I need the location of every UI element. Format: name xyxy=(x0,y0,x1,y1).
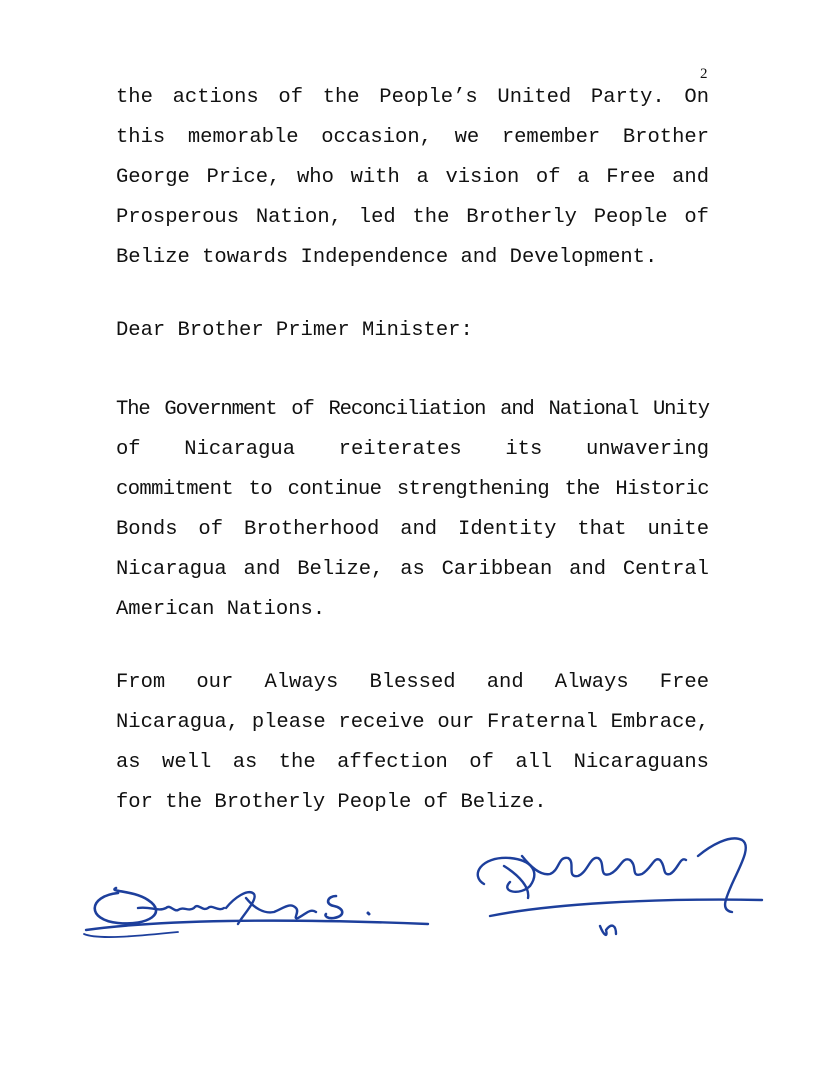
handwritten-signature-right xyxy=(470,826,770,946)
paragraph-closing-remarks xyxy=(116,78,709,278)
text-line: of Nicaragua reiterates its unwavering xyxy=(116,438,709,461)
text-line: Dear Brother Primer Minister: xyxy=(116,319,473,342)
text-line: Belize towards Independence and Development. xyxy=(116,246,658,269)
text-line: From our Always Blessed and Always Free xyxy=(116,671,709,694)
signature-stroke xyxy=(698,838,746,912)
text-line: Nicaragua, please receive our Fraternal Embrace, xyxy=(116,711,709,734)
salutation xyxy=(116,311,709,351)
signature-stroke xyxy=(504,856,686,898)
text-line: Nicaragua and Belize, as Caribbean and Central xyxy=(116,558,709,581)
signature-stroke xyxy=(600,926,616,935)
text-line: commitment to continue strengthening the Historic xyxy=(116,478,709,501)
page-number: 2 xyxy=(700,66,708,82)
paragraph-commitment xyxy=(116,390,709,630)
signature-stroke xyxy=(138,906,224,910)
signature-stroke xyxy=(226,892,316,924)
text-line: The Government of Reconciliation and National Unity xyxy=(116,398,709,421)
text-line: George Price, who with a vision of a Free and xyxy=(116,166,709,189)
handwritten-signature-left xyxy=(78,868,438,948)
text-line: Bonds of Brotherhood and Identity that unite xyxy=(116,518,709,541)
paragraph-embrace xyxy=(116,663,709,823)
signature-stroke xyxy=(490,900,762,916)
text-line: for the Brotherly People of Belize. xyxy=(116,791,547,814)
signature-stroke xyxy=(368,913,369,914)
signature-stroke xyxy=(95,888,156,923)
text-line: Prosperous Nation, led the Brotherly People of xyxy=(116,206,709,229)
signature-stroke xyxy=(84,932,178,937)
text-line: the actions of the People’s United Party. On xyxy=(116,86,709,109)
text-line: as well as the affection of all Nicaraguans xyxy=(116,751,709,774)
text-line: American Nations. xyxy=(116,598,326,621)
text-line: this memorable occasion, we remember Brother xyxy=(116,126,709,149)
signature-stroke xyxy=(325,896,342,918)
